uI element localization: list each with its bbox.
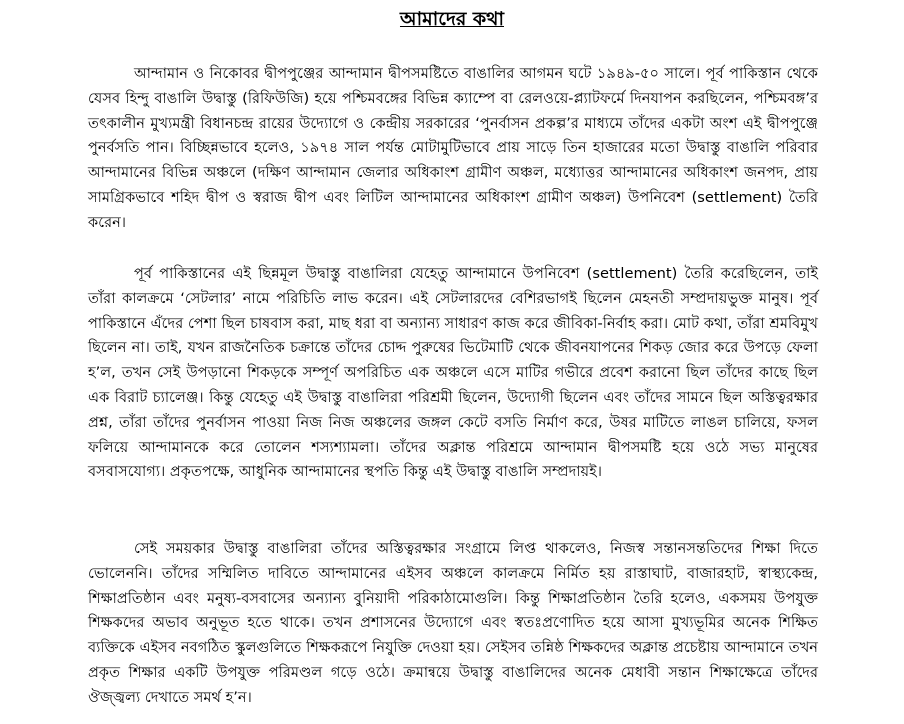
paragraph-arrival: আন্দামান ও নিকোবর দ্বীপপুঞ্জের আন্দামান দ্বীপসমষ্টিতে বাঙালির আগমন ঘটে ১৯৪৯-৫০ সালে। পূর্ব পাকিস্তান থেকে যেসব হিন্দু বাঙালি উদ্বাস্তু (রিফিউজি) হয়ে পশ্চিমবঙ্গের বিভিন্ন ক্যাম্পে বা রেলওয়ে-প্ল্যাটফর্মে দিনযাপন করছিলেন, পশ্চিমবঙ্গ’র তৎকালীন মুখ্যমন্ত্রী বিধানচন্দ্র রায়ের উদ্যোগে ও কেন্দ্রীয় সরকারের ‘পুনর্বাসন প্রকল্প’র মাধ্যমে তাঁদের একটা অংশ এই দ্বীপপুঞ্জে পুনর্বসতি পান। বিচ্ছিন্নভাবে হলেও, ১৯৭৪ সাল পর্যন্ত মোটামুটিভাবে প্রায় সাড়ে তিন হাজারের মতো উদ্বাস্তু বাঙালি পরিবার আন্দামানের বিভিন্ন অঞ্চলে (দক্ষিণ আন্দামান জেলার অধিকাংশ গ্রামীণ অঞ্চল, মধ্যোত্তর আন্দামানের অধিকাংশ জনপদ, প্রায় সামগ্রিকভাবে শহিদ দ্বীপ ও স্বরাজ দ্বীপ এবং লিটিল আন্দামানের অধিকাংশ গ্রামীণ অঞ্চল) উপনিবেশ (settlement) তৈরি করেন। [88, 65, 818, 231]
paragraph-education: সেই সময়কার উদ্বাস্তু বাঙালিরা তাঁদের অস্তিত্বরক্ষার সংগ্রামে লিপ্ত থাকলেও, নিজস্ব সন্তানসন্ততিদের শিক্ষা দিতে ভোলেননি। তাঁদের সম্মিলিত দাবিতে আন্দামানের এইসব অঞ্চলে কালক্রমে নির্মিত হয় রাস্তাঘাট, বাজারহাট, স্বাস্থ্যকেন্দ্র, শিক্ষাপ্রতিষ্ঠান এবং মনুষ্য-বসবাসের অন্যান্য বুনিয়াদী পরিকাঠামোগুলি। কিন্তু শিক্ষাপ্রতিষ্ঠান তৈরি হলেও, একসময় উপযুক্ত শিক্ষকদের অভাব অনুভূত হতে থাকে। তখন প্রশাসনের উদ্যোগে এবং স্বতঃপ্রণোদিত হয়ে আসা মুখ্যভূমির অনেক শিক্ষিত ব্যক্তিকে এইসব নবগঠিত স্কুলগুলিতে শিক্ষকরূপে নিযুক্তি দেওয়া হয়। সেইসব তন্নিষ্ঠ শিক্ষকদের অক্লান্ত প্রচেষ্টায় আন্দামানে তখন প্রকৃত শিক্ষার একটি উপযুক্ত পরিমণ্ডল গড়ে ওঠে। ক্রমান্বয়ে উদ্বাস্তু বাঙালিদের অনেক মেধাবী সন্তান শিক্ষাক্ষেত্রে তাঁদের ঔজ্জ্বল্য দেখাতে সমর্থ হ’ন। [88, 540, 819, 706]
document-title: আমাদের কথা [399, 8, 504, 30]
paragraph-settlers: পূর্ব পাকিস্তানের এই ছিন্নমূল উদ্বাস্তু বাঙালিরা যেহেতু আন্দামানে উপনিবেশ (settlement) তৈরি করেছিলেন, তাই তাঁরা কালক্রমে ‘সেটলার’ নামে পরিচিতি লাভ করেন। এই সেটলারদের বেশিরভাগই ছিলেন মেহনতী সম্প্রদায়ভুক্ত মানুষ। পূর্ব পাকিস্তানে এঁদের পেশা ছিল চাষবাস করা, মাছ ধরা বা অন্যান্য সাধারণ কাজ করে জীবিকা-নির্বাহ করা। মোট কথা, তাঁরা শ্রমবিমুখ ছিলেন না। তাই, যখন রাজনৈতিক চক্রান্তে তাঁদের চোদ্দ পুরুষের ভিটেমাটি থেকে জীবনযাপনের শিকড় জোর করে উপড়ে ফেলা হ’ল, তখন সেই উপড়ানো শিকড়কে সম্পূর্ণ অপরিচিত এক অঞ্চলে এসে মাটির গভীরে প্রবেশ করানো ছিল তাঁদের কাছে ছিল এক বিরাট চ্যালেঞ্জ। কিন্তু যেহেতু এই উদ্বাস্তু বাঙালিরা পরিশ্রমী ছিলেন, উদ্যোগী ছিলেন এবং তাঁদের সামনে ছিল অস্তিত্বরক্ষার প্রশ্ন, তাঁরা তাঁদের পুনর্বাসন পাওয়া নিজ নিজ অঞ্চলের জঙ্গল কেটে বসতি নির্মাণ করে, উষর মাটিতে লাঙল চালিয়ে, ফসল ফলিয়ে আন্দামানকে করে তোলেন শস্যশ্যামলা। তাঁদের অক্লান্ত পরিশ্রমে আন্দামান দ্বীপসমষ্টি হয়ে ওঠে সভ্য মানুষের বসবাসযোগ্য। প্রকৃতপক্ষে, আধুনিক আন্দামানের স্থপতি কিন্তু এই উদ্বাস্তু বাঙালি সম্প্রদায়ই। [88, 265, 818, 481]
